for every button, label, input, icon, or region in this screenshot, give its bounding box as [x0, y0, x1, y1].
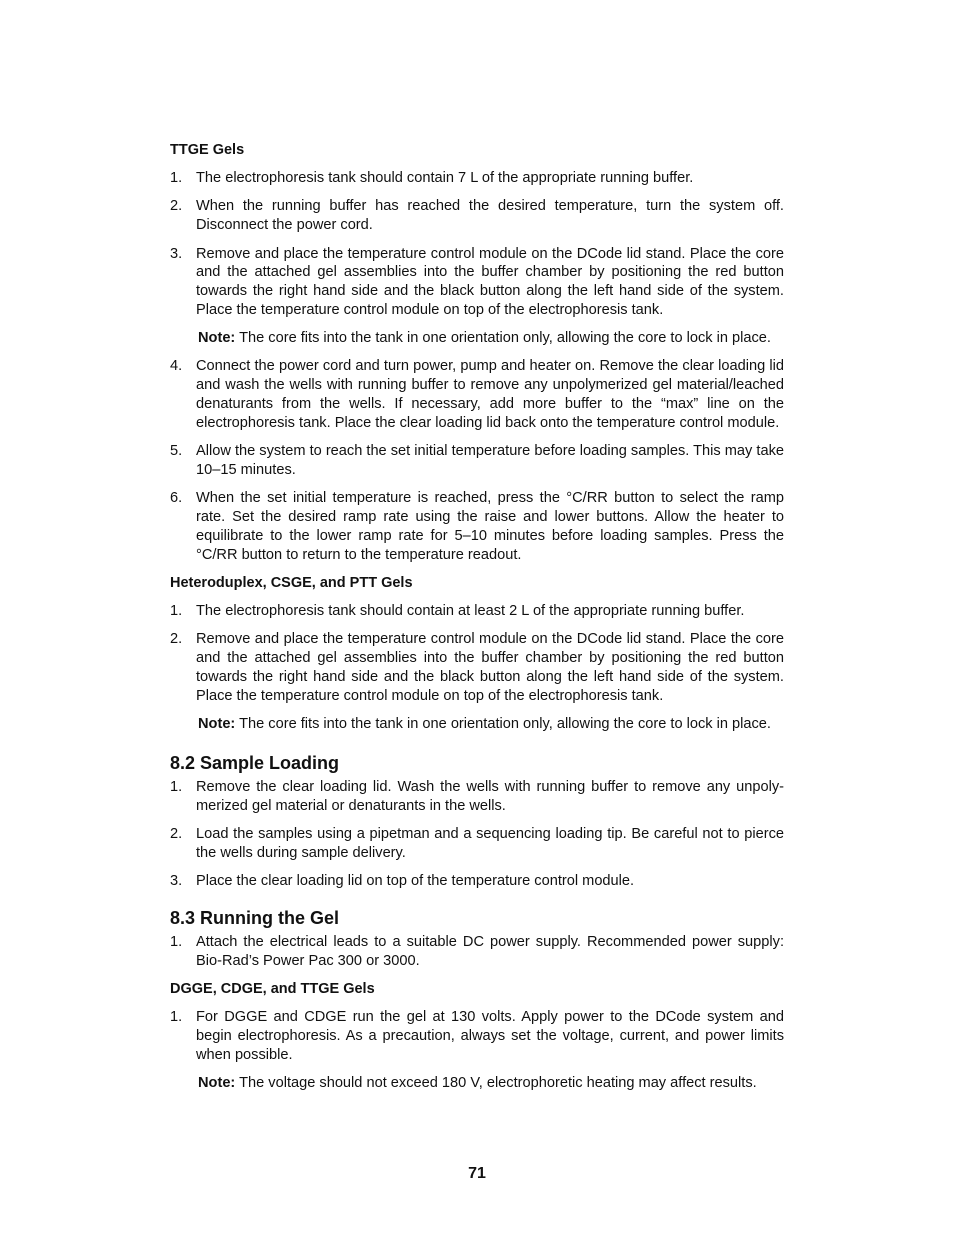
dgge-steps-list — [170, 1008, 784, 1064]
list-item: 1. The electrophoresis tank should contain 7 L of the appropriate running buffer. — [170, 170, 694, 186]
section-8-2-heading: 8.2 Sample Loading — [170, 752, 340, 773]
list-item: 2. Load the samples using a pipetman and a sequencing loading tip. Be careful not to pierce the wells during sample delivery. — [170, 826, 784, 861]
list-item: 3. Remove and place the temperature control module on the DCode lid stand. Place the core and the attached gel assemblies into the buffer chamber by positioning the red button towards the right hand side and the black button along the left hand side of the system. Place the temperature control module on top of the electrophoresis tank. — [170, 245, 784, 318]
list-item: 1. For DGGE and CDGE run the gel at 130 volts. Apply power to the DCode system and begin electrophoresis. As a precaution, always set the voltage, current, and power limits when possible. — [170, 1009, 784, 1063]
list-item: 4. Connect the power cord and turn power, pump and heater on. Remove the clear loading lid and wash the wells with running buffer to remove any unpolymerized gel material/leached denaturants from the wells. If necessary, add more buffer to the “max” line on the electrophoresis tank. Place the clear loading lid back onto the temperature control module. — [170, 358, 784, 431]
heteroduplex-heading: Heteroduplex, CSGE, and PTT Gels — [170, 574, 413, 591]
dgge-heading: DGGE, CDGE, and TTGE Gels — [170, 981, 375, 998]
running-gel-list — [170, 933, 784, 971]
ttge-note: Note: The core fits into the tank in one orientation only, allowing the core to lock in place. — [198, 330, 771, 347]
ttge-steps-list-continued — [170, 357, 784, 564]
page-content — [170, 141, 784, 1102]
ttge-gels-heading: TTGE Gels — [170, 142, 245, 158]
list-item: 3. Place the clear loading lid on top of the temperature control module. — [170, 873, 635, 890]
list-item: 1. The electrophoresis tank should contain at least 2 L of the appropriate running buffer. — [170, 602, 745, 619]
dgge-note: Note: The voltage should not exceed 180 V, electrophoretic heating may affect results. — [198, 1075, 757, 1092]
heteroduplex-steps-list — [170, 602, 784, 706]
list-item: 6. When the set initial temperature is reached, press the °C/RR button to select the ramp rate. Set the desired ramp rate using the raise and lower buttons. Allow the heater to equilibrate to the lower ramp rate for 5–10 minutes before loading samples. Press the °C/RR button to return to the temperature readout. — [170, 490, 784, 563]
list-item: 2. When the running buffer has reached the desired temperature, turn the system off. Disconnect the power cord. — [170, 198, 784, 234]
list-item: 1. Attach the electrical leads to a suitable DC power supply. Recommended power supply: Bio-Rad’s Power Pac 300 or 3000. — [170, 934, 784, 969]
page-number: 71 — [468, 1165, 486, 1182]
list-item: 1. Remove the clear loading lid. Wash the wells with running buffer to remove any unpoly-merized gel material or denaturants in the wells. — [170, 778, 784, 814]
heteroduplex-note: Note: The core fits into the tank in one orientation only, allowing the core to lock in place. — [198, 716, 771, 733]
sample-loading-list — [170, 778, 784, 891]
list-item: 5. Allow the system to reach the set initial temperature before loading samples. This may take 10–15 minutes. — [170, 442, 784, 478]
list-item: 2. Remove and place the temperature control module on the DCode lid stand. Place the core and the attached gel assemblies into the buffer chamber by positioning the red button towards the right hand side and the black button along the left hand side of the system. Place the temperature control module on top of the electrophoresis tank. — [170, 631, 784, 704]
section-8-3-heading: 8.3 Running the Gel — [170, 908, 340, 929]
ttge-steps-list — [170, 169, 784, 320]
